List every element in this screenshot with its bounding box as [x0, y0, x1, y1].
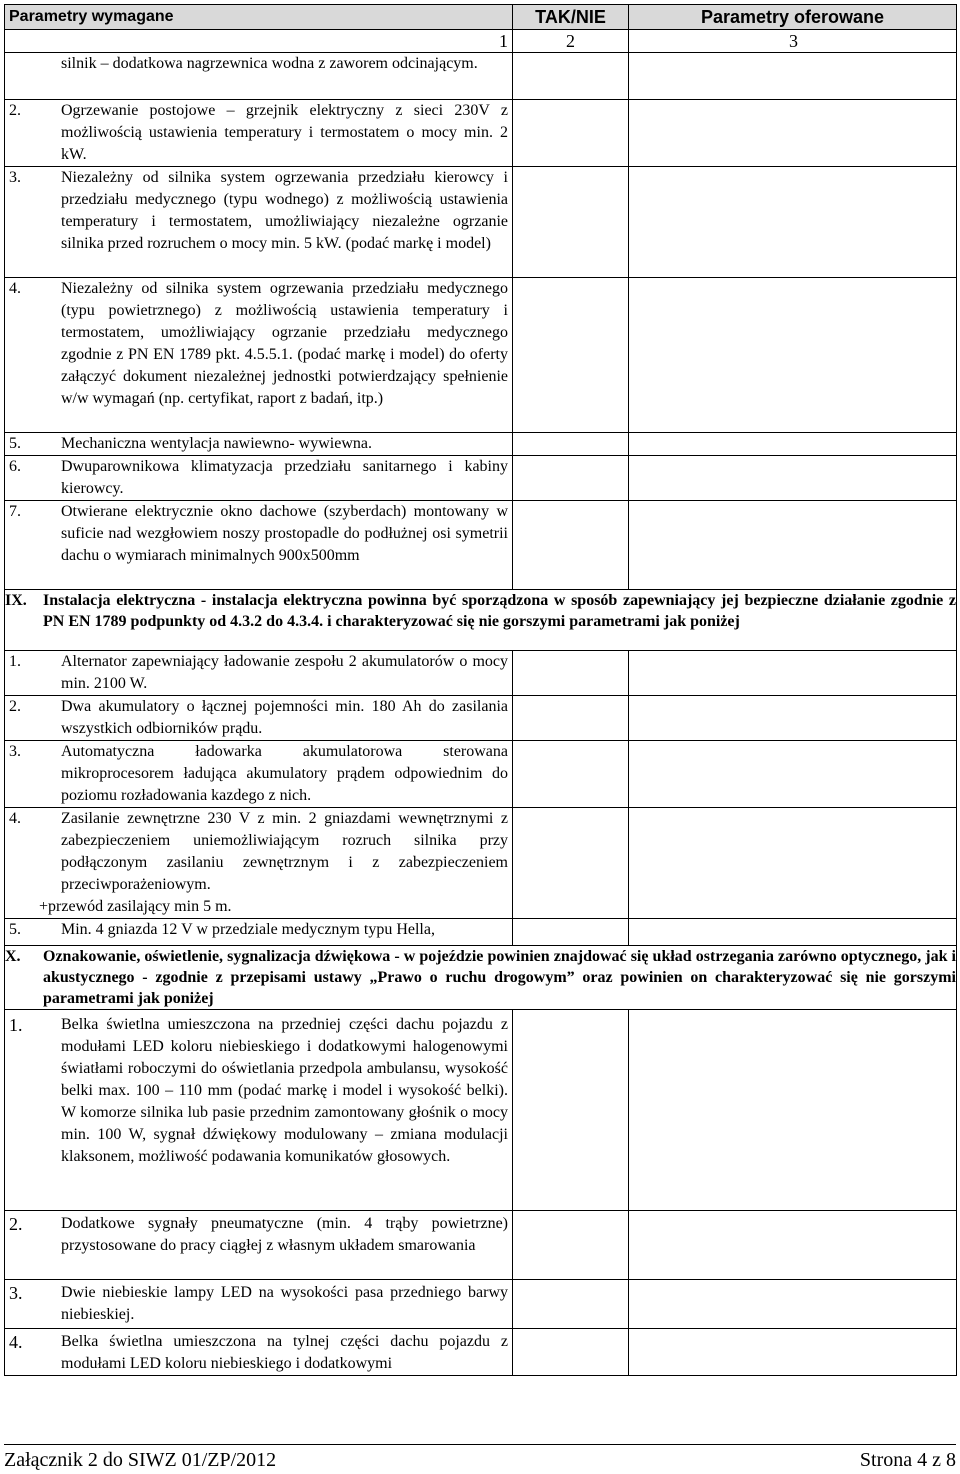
row-number: 6.	[9, 458, 21, 475]
document-page	[4, 4, 956, 1376]
table-row	[5, 433, 957, 456]
row-text: Dwie niebieskie lampy LED na wysokości pasa przedniego barwy niebieskiej.	[61, 1284, 508, 1323]
row-text: Mechaniczna wentylacja nawiewno- wywiewna.	[61, 435, 372, 452]
header-offered-params: Parametry oferowane	[629, 5, 957, 30]
offered-cell[interactable]	[629, 1010, 957, 1211]
row-text: Alternator zapewniający ładowanie zespołu 2 akumulatorów o mocy min. 2100 W.	[61, 653, 508, 692]
table-row	[5, 741, 957, 808]
yes-no-cell[interactable]	[513, 1010, 629, 1211]
table-row	[5, 696, 957, 741]
table-row	[5, 167, 957, 278]
table-row	[5, 456, 957, 501]
row-text: Dwuparownikowa klimatyzacja przedziału sanitarnego i kabiny kierowcy.	[61, 458, 508, 497]
offered-cell[interactable]	[629, 433, 957, 456]
row-text: Belka świetlna umieszczona na przedniej części dachu pojazdu z modułami LED koloru niebieskiego i dodatkowymi halogenowymi światłami roboczymi do oświetlania przedpola ambulansu, wysokość belki max. 100 – 110 mm (podać markę i model i wysokość belki). W komorze silnika lub pasie przednim zamontowany głośnik o mocy min. 100 W, sygnał dźwiękowy modulowany – zmiana modulacji klaksonem, możliwość podawania komunikatów głosowych.	[61, 1016, 508, 1165]
row-number: 2.	[9, 1214, 23, 1234]
footer-attachment-label: Załącznik 2 do SIWZ 01/ZP/2012	[4, 1449, 277, 1471]
section-title: Instalacja elektryczna - instalacja elektryczna powinna być sporządzona w sposób zapewniający jej bezpieczne działanie zgodnie z PN EN 1789 podpunkty od 4.3.2 do 4.3.4. i charakteryzować się nie gorszymi parametrami jak poniżej	[43, 592, 956, 630]
yes-no-cell[interactable]	[513, 651, 629, 696]
header-yes-no: TAK/NIE	[513, 5, 629, 30]
table-header-row	[5, 5, 957, 30]
row-number: 2.	[9, 698, 21, 715]
offered-cell[interactable]	[629, 919, 957, 946]
yes-no-cell[interactable]	[513, 1329, 629, 1376]
row-text: Niezależny od silnika system ogrzewania przedziału medycznego (typu powietrznego) z możliwością ustawienia temperatury i termostatem, umożliwiający ogrzanie przedziału medycznego zgodnie z PN EN 1789 pkt. 4.5.5.1. (podać markę i model) do oferty załączyć dokument niezależnej jednostki potwierdzający spełnienie w/w wymagań (np. certyfikat, raport z badań, itp.)	[61, 280, 508, 407]
row-text: Zasilanie zewnętrzne 230 V z min. 2 gniazdami wewnętrznymi z zabezpieczeniem uniemożliwiającym rozruch silnika przy podłączonym zasilaniu zewnętrznym i z zabezpieczeniem przeciwporażeniowym.	[61, 810, 508, 893]
header-required-params: Parametry wymagane	[5, 5, 513, 30]
column-number-3: 3	[629, 30, 957, 53]
row-text: Dwa akumulatory o łącznej pojemności min. 180 Ah do zasilania wszystkich odbiorników prądu.	[61, 698, 508, 737]
row-number: 5.	[9, 435, 21, 452]
table-row	[5, 278, 957, 433]
table-row	[5, 501, 957, 590]
row-number: 4.	[9, 1332, 23, 1352]
section-title: Oznakowanie, oświetlenie, sygnalizacja dźwiękowa - w pojeździe powinien znajdować się układ ostrzegania zarówno optycznego, jak i akustycznego - zgodnie z przepisami ustawy „Prawo o ruchu drogowym” oraz powinien on charakteryzować się nie gorszymi parametrami jak poniżej	[43, 948, 956, 1007]
section-header-x	[5, 946, 957, 1010]
yes-no-cell[interactable]	[513, 1211, 629, 1280]
row-number: 3.	[9, 1283, 23, 1303]
offered-cell[interactable]	[629, 100, 957, 167]
yes-no-cell[interactable]	[513, 278, 629, 433]
yes-no-cell[interactable]	[513, 456, 629, 501]
table-row	[5, 1329, 957, 1376]
table-row	[5, 100, 957, 167]
row-number: 1.	[9, 653, 21, 670]
row-text: Automatyczna ładowarka akumulatorowa sterowana mikroprocesorem ładująca akumulatory prądem odpowiednim do poziomu rozładowania kazdego z nich.	[61, 743, 508, 804]
yes-no-cell[interactable]	[513, 100, 629, 167]
offered-cell[interactable]	[629, 278, 957, 433]
table-row	[5, 1211, 957, 1280]
row-text: Dodatkowe sygnały pneumatyczne (min. 4 trąby powietrzne) przystosowane do pracy ciągłej z własnym układem smarowania	[61, 1215, 508, 1254]
column-number-1: 1	[5, 30, 513, 53]
offered-cell[interactable]	[629, 741, 957, 808]
offered-cell[interactable]	[629, 651, 957, 696]
offered-cell[interactable]	[629, 1211, 957, 1280]
row-text: Belka świetlna umieszczona na tylnej części dachu pojazdu z modułami LED koloru niebieskiego i dodatkowymi	[61, 1333, 508, 1372]
offered-cell[interactable]	[629, 456, 957, 501]
column-number-row	[5, 30, 957, 53]
yes-no-cell[interactable]	[513, 53, 629, 100]
spec-table	[4, 4, 957, 1376]
row-number: 2.	[9, 102, 21, 119]
section-number: IX.	[5, 592, 27, 609]
section-header-ix	[5, 590, 957, 651]
row-extra-text: +przewód zasilający min 5 m.	[39, 898, 232, 915]
yes-no-cell[interactable]	[513, 167, 629, 278]
offered-cell[interactable]	[629, 53, 957, 100]
row-number: 1.	[9, 1015, 23, 1035]
row-text: silnik – dodatkowa nagrzewnica wodna z zaworem odcinającym.	[61, 55, 478, 72]
row-text: Min. 4 gniazda 12 V w przedziale medycznym typu Hella,	[61, 921, 435, 938]
table-row	[5, 1010, 957, 1211]
offered-cell[interactable]	[629, 808, 957, 919]
row-number: 4.	[9, 810, 21, 827]
table-row	[5, 1280, 957, 1329]
yes-no-cell[interactable]	[513, 433, 629, 456]
row-text: Ogrzewanie postojowe – grzejnik elektryczny z sieci 230V z możliwością ustawienia temperatury i termostatem o mocy min. 2 kW.	[61, 102, 508, 163]
row-number: 3.	[9, 743, 21, 760]
row-text: Otwierane elektrycznie okno dachowe (szyberdach) montowany w suficie nad wezgłowiem noszy prostopadle do podłużnej osi symetrii dachu o wymiarach minimalnych 900x500mm	[61, 503, 508, 564]
row-number: 4.	[9, 280, 21, 297]
row-number: 5.	[9, 921, 21, 938]
table-row	[5, 651, 957, 696]
offered-cell[interactable]	[629, 1329, 957, 1376]
yes-no-cell[interactable]	[513, 741, 629, 808]
offered-cell[interactable]	[629, 501, 957, 590]
column-number-2: 2	[513, 30, 629, 53]
row-number: 7.	[9, 503, 21, 520]
offered-cell[interactable]	[629, 167, 957, 278]
row-number: 3.	[9, 169, 21, 186]
offered-cell[interactable]	[629, 1280, 957, 1329]
table-row	[5, 808, 957, 919]
footer-page-number: Strona 4 z 8	[859, 1449, 956, 1471]
yes-no-cell[interactable]	[513, 1280, 629, 1329]
yes-no-cell[interactable]	[513, 501, 629, 590]
section-number: X.	[5, 948, 21, 965]
page-footer	[4, 1444, 956, 1472]
yes-no-cell[interactable]	[513, 808, 629, 919]
offered-cell[interactable]	[629, 696, 957, 741]
yes-no-cell[interactable]	[513, 696, 629, 741]
row-text: Niezależny od silnika system ogrzewania przedziału kierowcy i przedziału medycznego (typu wodnego) z możliwością ustawienia temperatury i termostatem, umożliwiający niezależne ogrzanie silnika przed rozruchem o mocy min. 5 kW. (podać markę i model)	[61, 169, 508, 252]
table-row	[5, 919, 957, 946]
yes-no-cell[interactable]	[513, 919, 629, 946]
table-row	[5, 53, 957, 100]
